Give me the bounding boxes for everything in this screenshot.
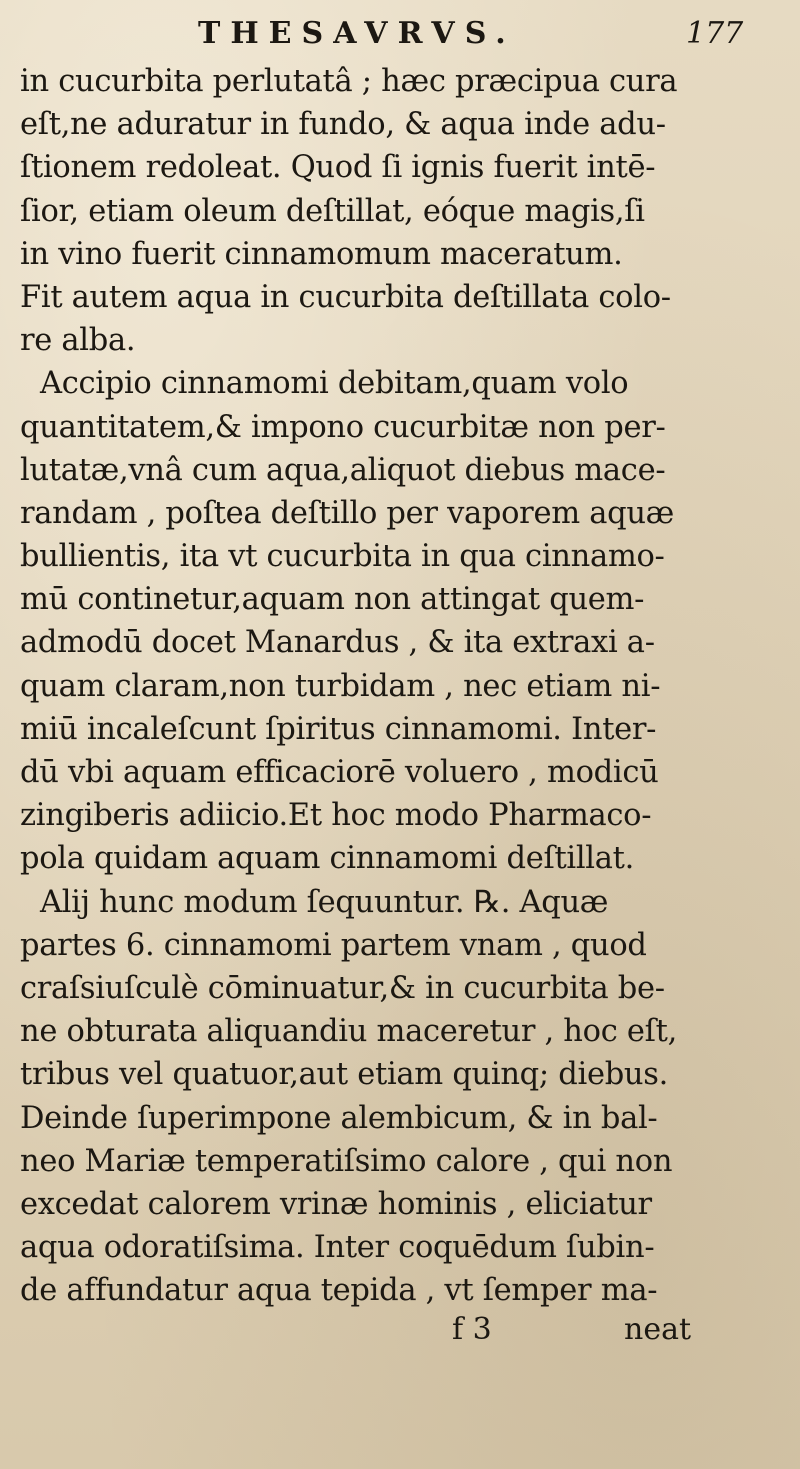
- text-line: in cucurbita perlutatâ ; hæc præcipua cura: [20, 64, 678, 99]
- text-line: bullientis, ita vt cucurbita in qua cinnamo-: [20, 539, 665, 575]
- running-head: [0, 14, 800, 54]
- text-line: pola quidam aquam cinnamomi deſtillat.: [20, 841, 634, 877]
- text-line: zingiberis adiicio.Et hoc modo Pharmaco-: [20, 798, 652, 834]
- text-line: lutatæ,vnâ cum aqua,aliquot diebus mace-: [20, 452, 666, 488]
- text-line: quantitatem,& impono cucurbitæ non per-: [20, 409, 666, 445]
- body-text: [20, 60, 790, 1312]
- running-head-title: THESAVRVS.: [198, 16, 516, 51]
- text-line: Deinde ſuperimpone alembicum, & in bal-: [20, 1100, 658, 1136]
- text-line: eſt,ne aduratur in fundo, & aqua inde adu-: [20, 107, 666, 143]
- page-footer: [0, 1308, 800, 1352]
- text-line: excedat calorem vrinæ hominis , eliciatur: [20, 1186, 652, 1222]
- text-line: Accipio cinnamomi debitam,quam volo: [40, 366, 629, 402]
- text-line: randam , poſtea deſtillo per vaporem aquæ: [20, 495, 675, 531]
- text-line: de affundatur aqua tepida , vt ſemper ma-: [20, 1273, 658, 1309]
- text-line: tribus vel quatuor,aut etiam quinq; diebus.: [20, 1057, 669, 1093]
- catchword: neat: [624, 1312, 692, 1347]
- text-line: partes 6. cinnamomi partem vnam , quod: [20, 927, 647, 963]
- page-number: 177: [686, 16, 744, 51]
- text-line: ſtionem redoleat. Quod ſi ignis fuerit intē-: [20, 150, 656, 186]
- text-line: neo Mariæ temperatiſsimo calore , qui non: [20, 1143, 673, 1179]
- text-line: miū incaleſcunt ſpiritus cinnamomi. Inter-: [20, 711, 657, 747]
- text-line: ne obturata aliquandiu maceretur , hoc eſt,: [20, 1014, 677, 1050]
- text-line: Alij hunc modum ſequuntur. ℞. Aquæ: [40, 884, 609, 920]
- text-line: aqua odoratiſsima. Inter coquēdum ſubin-: [20, 1230, 655, 1266]
- signature-mark: f 3: [452, 1312, 492, 1347]
- text-line: dū vbi aquam efficaciorē voluero , modicū: [20, 755, 659, 790]
- text-line: mū continetur,aquam non attingat quem-: [20, 582, 645, 618]
- text-line: re alba.: [20, 323, 136, 359]
- text-line: admodū docet Manardus , & ita extraxi a-: [20, 625, 655, 661]
- text-line: quam claram,non turbidam , nec etiam ni-: [20, 668, 661, 704]
- text-line: ſior, etiam oleum deſtillat, eóque magis,ſi: [20, 193, 645, 229]
- text-line: craſsiuſculè cōminuatur,& in cucurbita be-: [20, 970, 665, 1006]
- text-line: in vino fuerit cinnamomum maceratum.: [20, 236, 623, 272]
- text-line: Fit autem aqua in cucurbita deſtillata colo-: [20, 279, 671, 315]
